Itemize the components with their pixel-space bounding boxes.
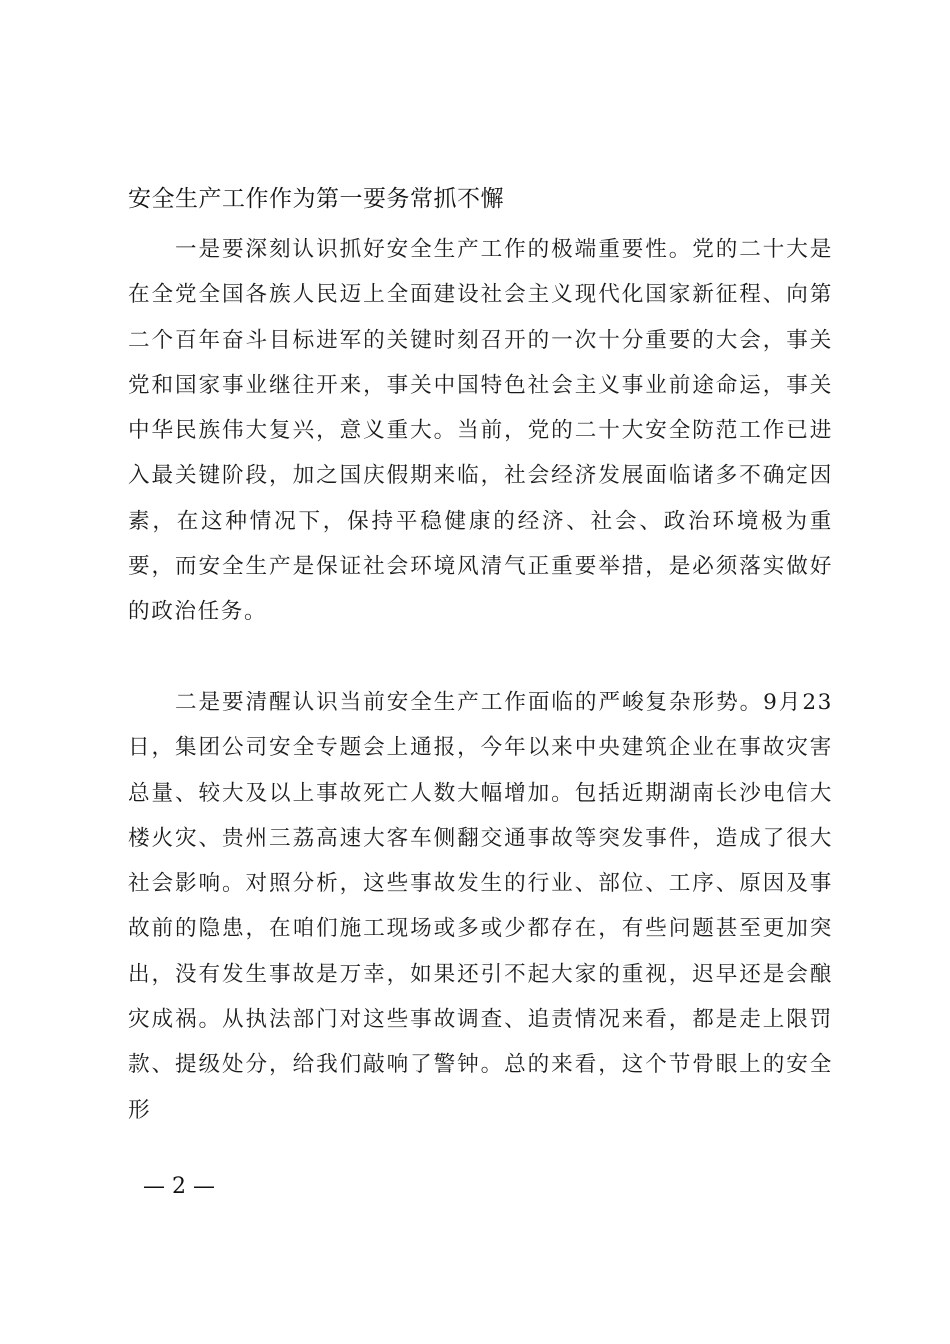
page-number: — 2 — — [143, 1174, 215, 1199]
section-heading: 安全生产工作作为第一要务常抓不懈 — [128, 186, 504, 212]
paragraph-two: 二是要清醒认识当前安全生产工作面临的严峻复杂形势。9月23日，集团公司安全专题会上通报，今年以来中央建筑企业在事故灾害总量、较大及以上事故死亡人数大幅增加。包括近期湖南长沙电信大楼火灾、贵州三荔高速大客车侧翻交通事故等突发事件，造成了很大社会影响。对照分析，这些事故发生的行业、部位、工序、原因及事故前的隐患，在咱们施工现场或多或少都存在，有些问题甚至更加突出，没有发生事故是万幸，如果还引不起大家的重视，迟早还是会酿灾成祸。从执法部门对这些事故调查、追责情况来看，都是走上限罚款、提级处分，给我们敲响了警钟。总的来看，这个节骨眼上的安全形 — [128, 690, 833, 1123]
paragraph-one: 一是要深刻认识抓好安全生产工作的极端重要性。党的二十大是在全党全国各族人民迈上全面建设社会主义现代化国家新征程、向第二个百年奋斗目标进军的关键时刻召开的一次十分重要的大会，事关党和国家事业继往开来，事关中国特色社会主义事业前途命运，事关中华民族伟大复兴，意义重大。当前，党的二十大安全防范工作已进入最关键阶段，加之国庆假期来临，社会经济发展面临诸多不确定因素，在这种情况下，保持平稳健康的经济、社会、政治环境极为重要，而安全生产是保证社会环境风清气正重要举措，是必须落实做好的政治任务。 — [128, 237, 833, 625]
